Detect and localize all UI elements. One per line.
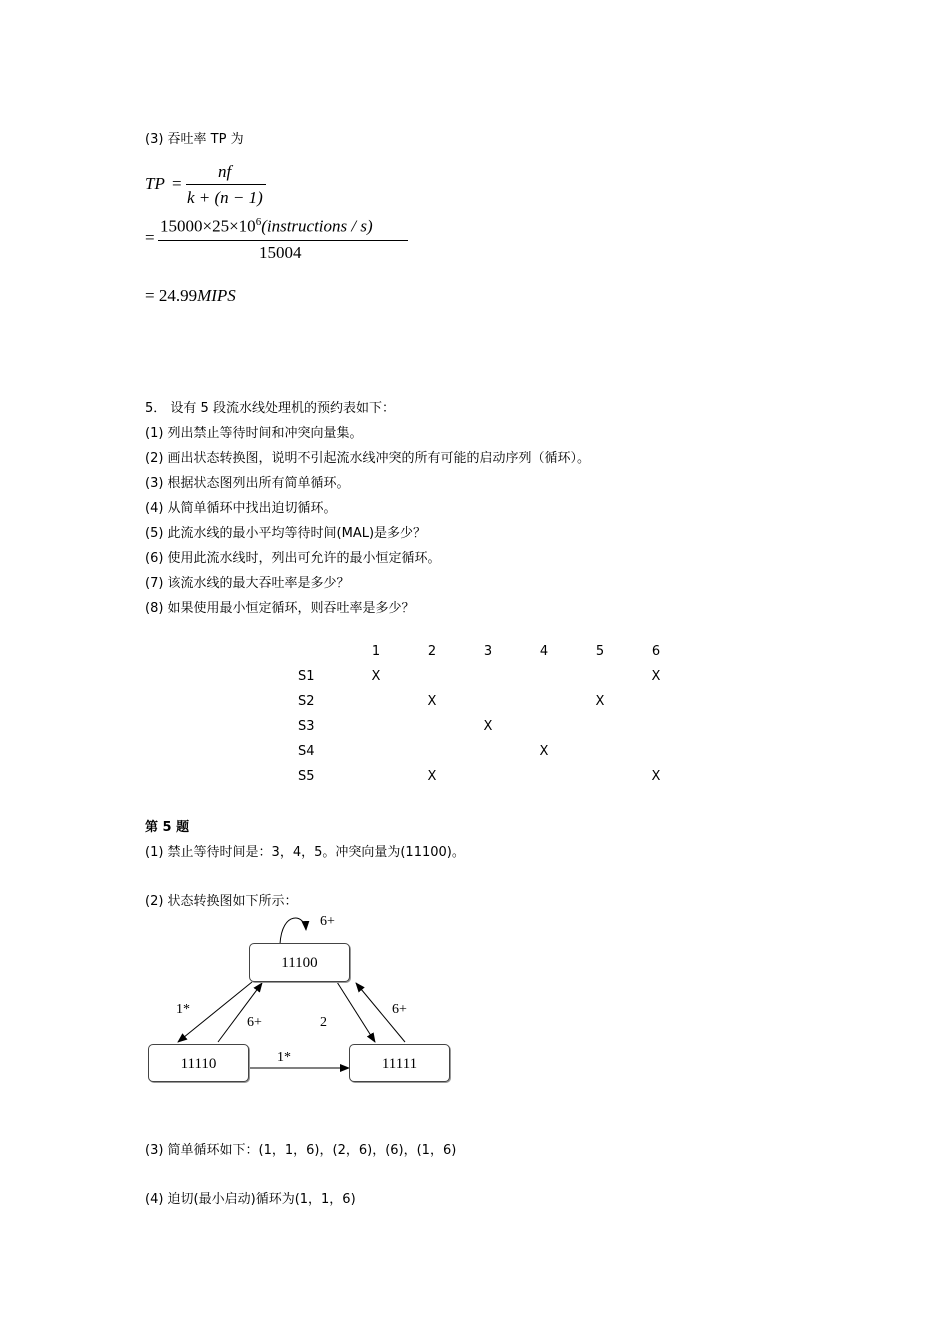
- table-cell: X: [595, 694, 605, 709]
- tp-result: = 24.99MIPS: [145, 286, 236, 305]
- answer-3: (3) 简单循环如下：(1，1，6)，(2，6)，(6)，(1，6): [145, 1143, 457, 1158]
- label-left-to-right: 1*: [277, 1050, 291, 1065]
- table-cell: X: [483, 719, 493, 734]
- column-header: 3: [483, 644, 493, 659]
- table-cell: X: [539, 744, 549, 759]
- problem-title: 5． 设有 5 段流水线处理机的预约表如下：: [145, 401, 395, 416]
- table-cell: X: [427, 769, 437, 784]
- tp-eq: =: [172, 174, 182, 193]
- self-loop-arrow: [280, 918, 306, 944]
- throughput-heading: (3) 吞吐率 TP 为: [145, 132, 244, 147]
- frac2-denominator: 15004: [259, 243, 302, 262]
- tp-eq-2: =: [145, 228, 155, 247]
- answer-heading: 第 5 题: [145, 820, 190, 835]
- answer-2: (2) 状态转换图如下所示：: [145, 894, 298, 909]
- stage-label: S5: [298, 769, 315, 784]
- frac2-numerator: $15000\times 25\times 10^6(instructions / s)$: [160, 216, 373, 236]
- problem-item: (8) 如果使用最小恒定循环，则吞吐率是多少？: [145, 601, 415, 616]
- table-cell: X: [651, 669, 661, 684]
- column-header: 2: [427, 644, 437, 659]
- answer-1: (1) 禁止等待时间是：3，4，5。冲突向量为(11100)。: [145, 845, 465, 860]
- column-header: 1: [371, 644, 381, 659]
- tp-lhs: TP: [145, 174, 165, 193]
- problem-item: (2) 画出状态转换图，说明不引起流水线冲突的所有可能的启动序列（循环）。: [145, 451, 591, 466]
- problem-item: (3) 根据状态图列出所有简单循环。: [145, 476, 350, 491]
- answer-4: (4) 迫切(最小启动)循环为(1，1，6): [145, 1192, 356, 1207]
- label-top-to-right: 2: [320, 1015, 327, 1030]
- table-cell: X: [371, 669, 381, 684]
- problem-item: (1) 列出禁止等待时间和冲突向量集。: [145, 426, 363, 441]
- state-right: 11111: [349, 1044, 450, 1082]
- state-left: 11110: [148, 1044, 249, 1082]
- label-right-to-top: 6+: [392, 1002, 407, 1017]
- problem-item: (4) 从简单循环中找出迫切循环。: [145, 501, 337, 516]
- table-cell: X: [427, 694, 437, 709]
- table-cell: X: [651, 769, 661, 784]
- stage-label: S2: [298, 694, 315, 709]
- label-left-to-top: 6+: [247, 1015, 262, 1030]
- problem-item: (5) 此流水线的最小平均等待时间(MAL)是多少？: [145, 526, 427, 541]
- label-top-to-left: 1*: [176, 1002, 190, 1017]
- stage-label: S4: [298, 744, 315, 759]
- problem-item: (6) 使用此流水线时，列出可允许的最小恒定循环。: [145, 551, 441, 566]
- stage-label: S1: [298, 669, 315, 684]
- column-header: 6: [651, 644, 661, 659]
- frac1-denominator: k + (n − 1): [187, 188, 263, 207]
- column-header: 5: [595, 644, 605, 659]
- column-header: 4: [539, 644, 549, 659]
- state-top: 11100: [249, 943, 350, 982]
- problem-item: (7) 该流水线的最大吞吐率是多少？: [145, 576, 350, 591]
- frac1-numerator: nf: [218, 162, 232, 181]
- label-self-loop: 6+: [320, 914, 335, 929]
- arrow-top-to-right: [337, 982, 375, 1042]
- stage-label: S3: [298, 719, 315, 734]
